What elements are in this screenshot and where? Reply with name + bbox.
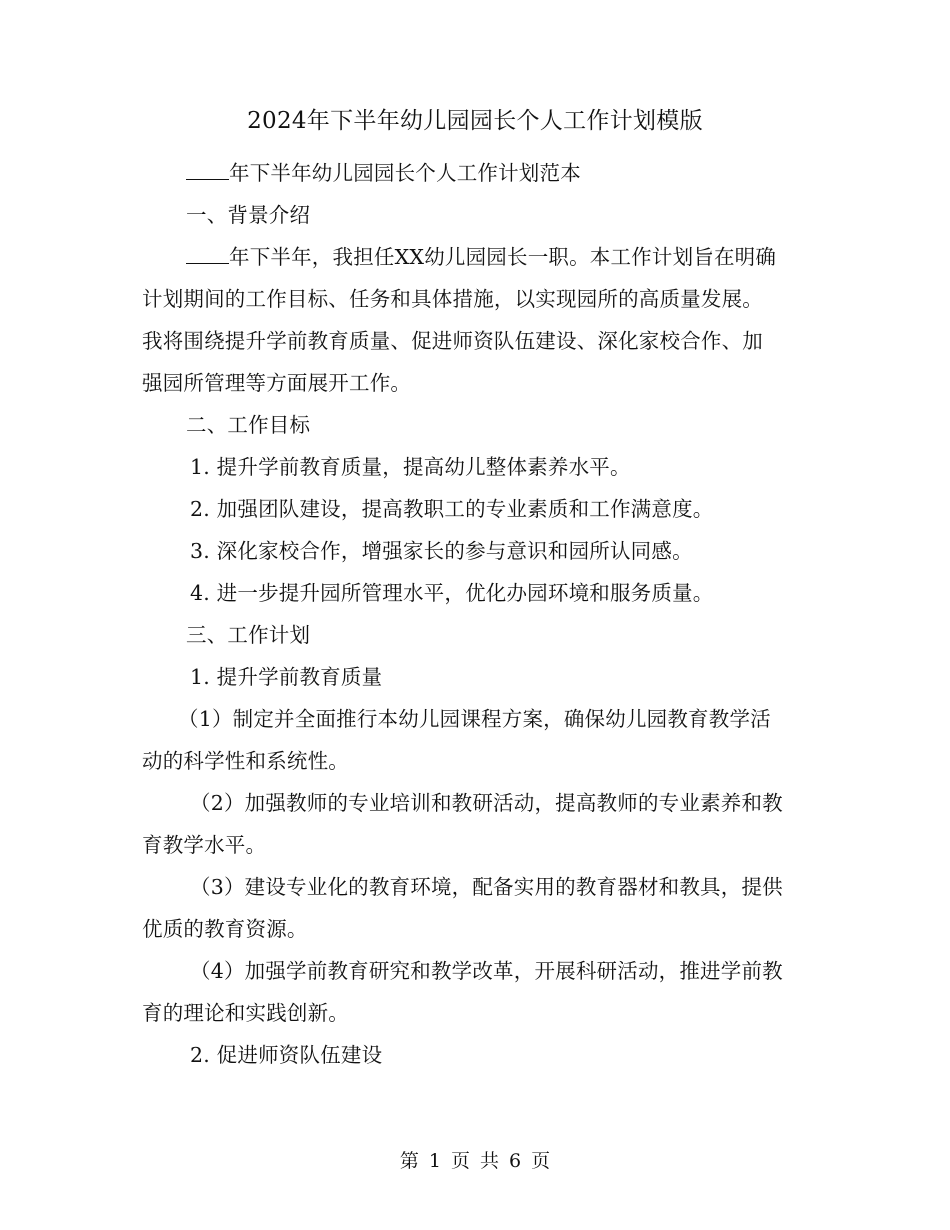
plan-item-line: （4）加强学前教育研究和教学改革，开展科研活动，推进学前教 xyxy=(190,959,783,983)
subtitle-line xyxy=(142,152,812,194)
section-heading-plan: 三、工作计划 xyxy=(186,623,311,647)
goal-item: 2. 加强团队建设，提高教职工的专业素质和工作满意度。 xyxy=(190,497,714,521)
plan-item-line: 优质的教育资源。 xyxy=(142,917,308,941)
blank-underline xyxy=(186,247,229,264)
goal-item: 4. 进一步提升园所管理水平，优化办园环境和服务质量。 xyxy=(190,581,714,605)
plan-item-line: （3）建设专业化的教育环境，配备实用的教育器材和教具，提供 xyxy=(190,875,783,899)
paragraph-line: 强园所管理等方面展开工作。 xyxy=(142,371,412,395)
paragraph-line: 计划期间的工作目标、任务和具体措施，以实现园所的高质量发展。 xyxy=(142,287,763,311)
plan-subheading: 2. 促进师资队伍建设 xyxy=(190,1043,383,1067)
goal-item: 3. 深化家校合作，增强家长的参与意识和园所认同感。 xyxy=(190,539,693,563)
subtitle-text: 年下半年幼儿园园长个人工作计划范本 xyxy=(229,161,581,185)
document-title: 2024年下半年幼儿园园长个人工作计划模版 xyxy=(247,108,703,134)
plan-item-line: 育教学水平。 xyxy=(142,833,267,857)
paragraph-text: 年下半年，我担任XX幼儿园园长一职。本工作计划旨在明确 xyxy=(229,245,777,269)
goal-item: 1. 提升学前教育质量，提高幼儿整体素养水平。 xyxy=(190,455,631,479)
plan-item-line: 育的理论和实践创新。 xyxy=(142,1001,349,1025)
section-heading-goals: 二、工作目标 xyxy=(186,413,311,437)
plan-subheading: 1. 提升学前教育质量 xyxy=(190,665,383,689)
plan-item-line: 动的科学性和系统性。 xyxy=(142,749,349,773)
document-body xyxy=(142,152,812,1076)
plan-item-line: （2）加强教师的专业培训和教研活动，提高教师的专业素养和教 xyxy=(190,791,783,815)
blank-underline xyxy=(186,163,229,180)
paragraph-line xyxy=(142,236,812,278)
paragraph-line: 我将围绕提升学前教育质量、促进师资队伍建设、深化家校合作、加 xyxy=(142,329,763,353)
page-number-footer: 第 1 页 共 6 页 xyxy=(399,1150,551,1172)
section-heading-background: 一、背景介绍 xyxy=(186,203,311,227)
plan-item-line: （1）制定并全面推行本幼儿园课程方案，确保幼儿园教育教学活 xyxy=(178,707,771,731)
